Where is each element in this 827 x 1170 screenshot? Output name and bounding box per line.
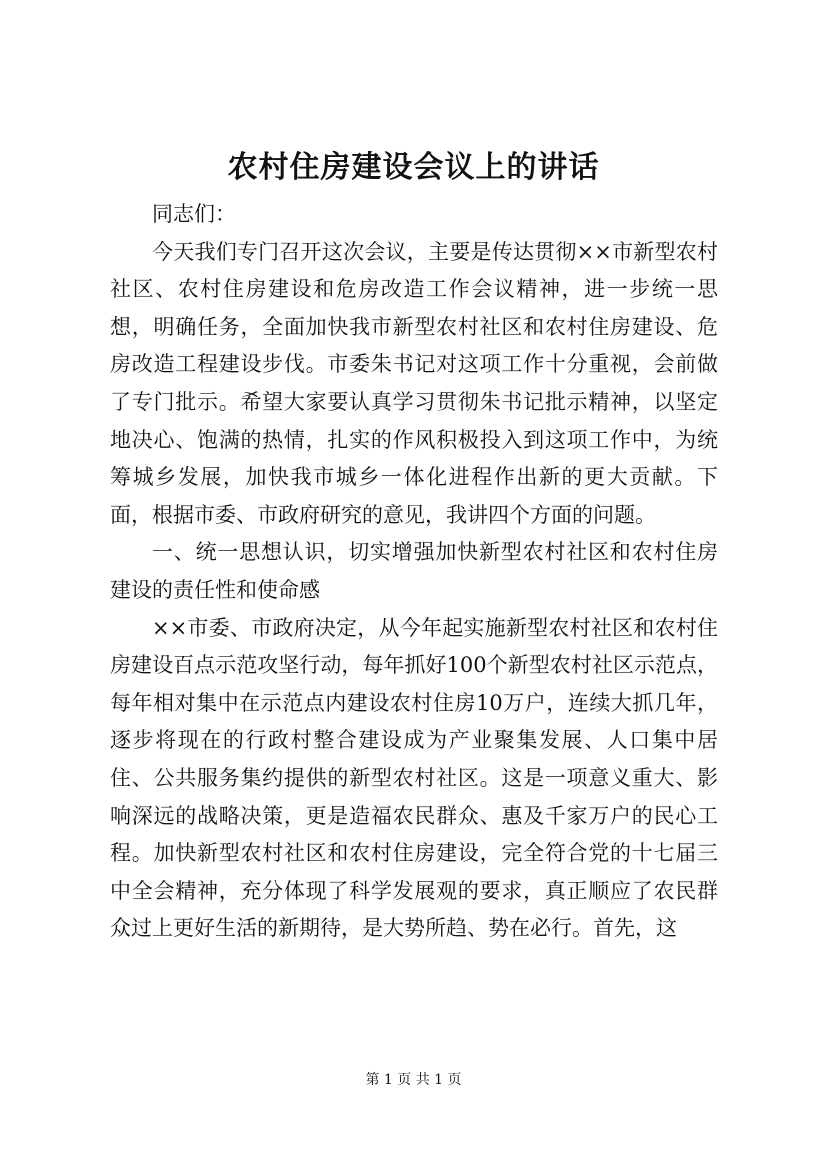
section-heading-1: 一、统一思想认识，切实增强加快新型农村社区和农村住房建设的责任性和使命感 [110,540,718,602]
document-title: 农村住房建设会议上的讲话 [227,150,600,185]
salutation-paragraph: 同志们： [152,202,236,226]
document-body [110,196,718,948]
intro-paragraph: 今天我们专门召开这次会议，主要是传达贯彻××市新型农村社区、农村住房建设和危房改造工作会议精神，进一步统一思想，明确任务，全面加快我市新型农村社区和农村住房建设、危房改造工程建设步伐。市委朱书记对这项工作十分重视，会前做了专门批示。希望大家要认真学习贯彻朱书记批示精神，以坚定地决心、饱满的热情，扎实的作风积极投入到这项工作中，为统筹城乡发展，加快我市城乡一体化进程作出新的更大贡献。下面，根据市委、市政府研究的意见，我讲四个方面的问题。 [110,239,718,527]
body-paragraph: ××市委、市政府决定，从今年起实施新型农村社区和农村住房建设百点示范攻坚行动，每年抓好100个新型农村社区示范点，每年相对集中在示范点内建设农村住房10万户，连续大抓几年，逐步将现在的行政村整合建设成为产业聚集发展、人口集中居住、公共服务集约提供的新型农村社区。这是一项意义重大、影响深远的战略决策，更是造福农民群众、惠及千家万户的民心工程。加快新型农村社区和农村住房建设，完全符合党的十七届三中全会精神，充分体现了科学发展观的要求，真正顺应了农民群众过上更好生活的新期待，是大势所趋、势在必行。首先，这 [110,615,718,941]
page-footer: 第 1 页 共 1 页 [365,1072,462,1088]
